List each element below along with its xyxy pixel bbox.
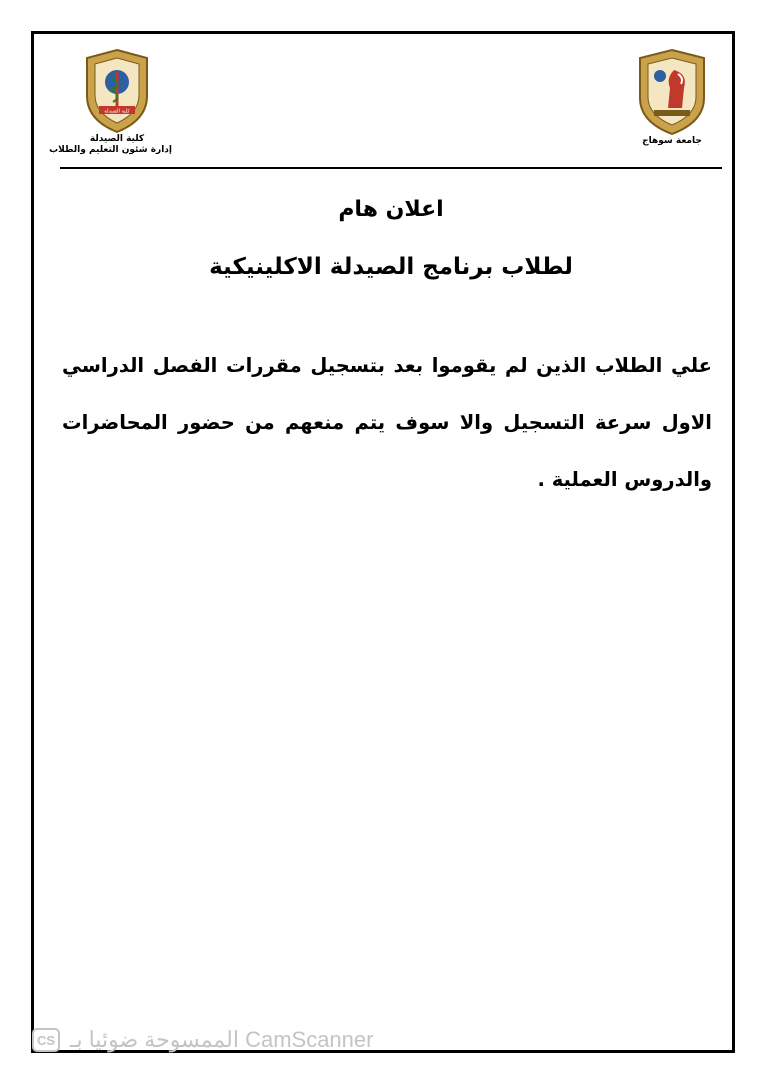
university-seal-icon (634, 48, 710, 136)
faculty-logo (49, 48, 172, 156)
page-border (31, 31, 735, 1053)
seal-label: كلية الصيدلة (104, 108, 130, 115)
letterhead (49, 40, 722, 170)
header-divider (60, 167, 722, 169)
university-name: جامعة سوهاج (642, 136, 702, 146)
announcement-body: علي الطلاب الذين لم يقوموا بعد بتسجيل مقررات الفصل الدراسي الاول سرعة التسجيل والا سوف يتم منعهم من حضور المحاضرات والدروس العملية . (62, 354, 712, 491)
department-name: إدارة شئون التعليم والطلاب (49, 145, 172, 155)
camscanner-icon: CS (32, 1028, 60, 1052)
university-logo (622, 48, 722, 147)
watermark-text: الممسوحة ضوئيا بـ CamScanner (70, 1027, 374, 1052)
faculty-name: كلية الصيدلة (89, 134, 145, 144)
announcement-title: اعلان هام (338, 197, 444, 222)
announcement-subtitle: لطلاب برنامج الصيدلة الاكلينيكية (209, 254, 573, 280)
pharmacy-seal-icon (81, 48, 153, 134)
camscanner-watermark (32, 1024, 373, 1056)
